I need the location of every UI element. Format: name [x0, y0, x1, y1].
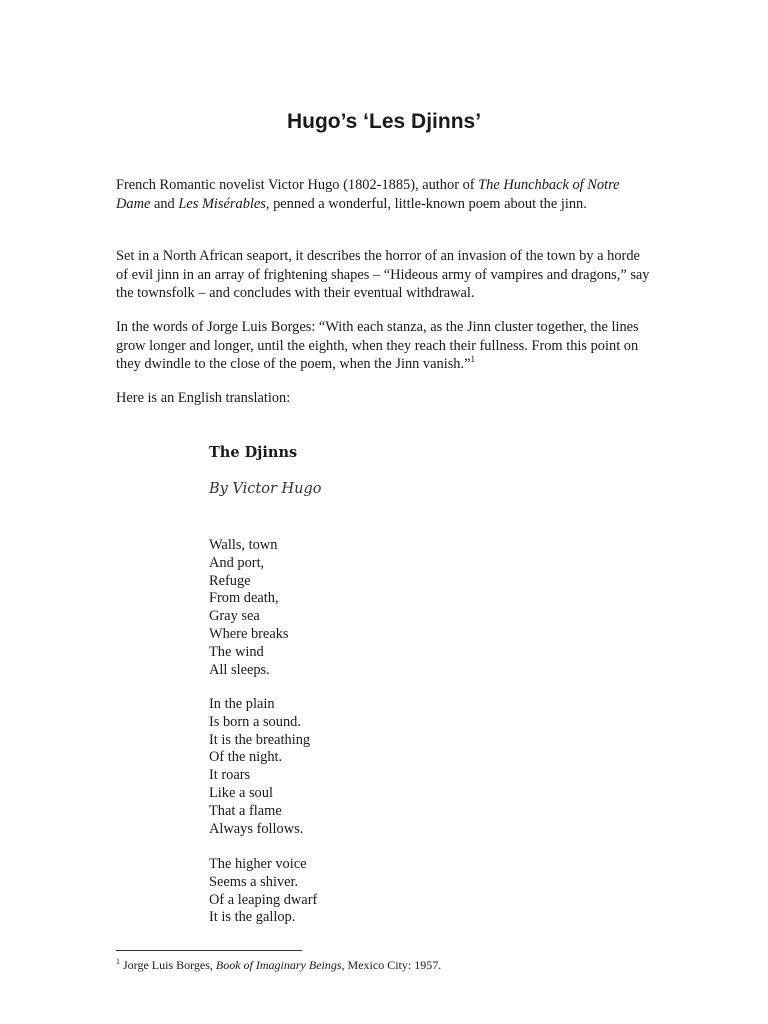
- page-title: Hugo’s ‘Les Djinns’: [286, 110, 482, 133]
- poem-line: All sleeps.: [209, 661, 270, 678]
- footnote-number: 1: [116, 957, 120, 966]
- book-title-hunchback: The Hunchback of Notre Dame: [116, 177, 620, 212]
- book-title-imaginary-beings: Book of Imaginary Beings: [215, 958, 342, 972]
- poem-line: Where breaks: [209, 625, 289, 642]
- poem-line: The higher voice: [209, 856, 307, 872]
- poem-line: Is born a sound.: [209, 713, 301, 730]
- poem-line: It roars: [209, 767, 251, 784]
- footnote-reference[interactable]: 1: [470, 354, 475, 365]
- poem-line: The wind: [209, 643, 264, 660]
- poem-stanza-1: [209, 537, 289, 679]
- poem-line: Like a soul: [209, 784, 273, 801]
- poem-author: By Victor Hugo: [209, 481, 322, 497]
- poem-line: That a flame: [209, 802, 282, 819]
- intro-paragraph: French Romantic novelist Victor Hugo (1802-1885), author of The Hunchback of Notre Dame and Les Misérables, penned a wonderful, little-known poem about the jinn.: [116, 177, 620, 212]
- poem-line: Seems a shiver.: [209, 873, 299, 890]
- footnote-separator: [116, 950, 302, 951]
- poem-line: From death,: [209, 590, 279, 607]
- poem-line: Refuge: [209, 572, 251, 589]
- poem-line: Gray sea: [209, 608, 260, 625]
- poem-line: Walls, town: [209, 537, 278, 553]
- book-title-miserables: Les Misérables: [178, 195, 266, 212]
- translation-intro: Here is an English translation:: [116, 390, 291, 406]
- poem-line: Of the night.: [209, 749, 283, 766]
- poem-stanza-2: [209, 696, 310, 838]
- poem-title: The Djinns: [209, 444, 298, 461]
- footnote: $^1$ Jorge Luis Borges, Book of Imaginary Beings, Mexico City: 1957.: [116, 957, 442, 972]
- poem-line: And port,: [209, 554, 265, 571]
- poem-line: In the plain: [209, 696, 275, 712]
- poem-line: Of a leaping dwarf: [209, 891, 318, 908]
- poem-line: Always follows.: [209, 820, 304, 837]
- poem-stanza-3: [209, 856, 317, 927]
- borges-quote-paragraph: In the words of Jorge Luis Borges: “With each stanza, as the Jinn cluster together, the lines grow longer and longer, until the eighth, when they reach their fullness. From this point on they dwindle to the close of the poem, when the Jinn vanish.”$^1$: [116, 319, 639, 372]
- poem-line: It is the gallop.: [209, 909, 296, 926]
- poem-line: It is the breathing: [209, 731, 311, 748]
- setting-paragraph: Set in a North African seaport, it describes the horror of an invasion of the town by a horde of evil jinn in an array of frightening shapes – “Hideous army of vampires and dragons,” say the townsfolk – and concludes with their eventual withdrawal.: [116, 248, 650, 301]
